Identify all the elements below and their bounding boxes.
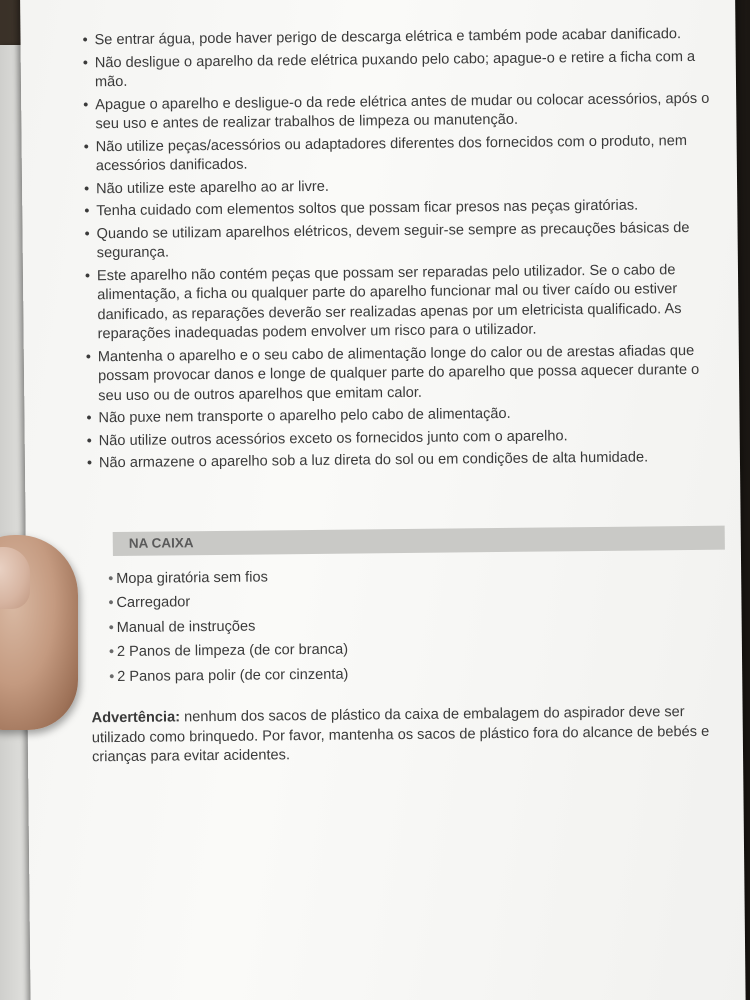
warning-label: Advertência: <box>91 709 181 727</box>
safety-bullet: • Não utilize este aparelho ao ar livre. <box>84 173 724 199</box>
warning-paragraph <box>92 703 729 768</box>
safety-bullet: • Não utilize peças/acessórios ou adaptadores diferentes dos fornecidos com o produto, nem acessórios danificados. <box>84 131 724 177</box>
safety-bullet: • Não utilize outros acessórios exceto os fornecidos junto com o aparelho. <box>87 425 727 451</box>
page-content <box>82 25 730 783</box>
safety-bullet: • Não armazene o aparelho sob a luz direta do sol ou em condições de alta humidade. <box>87 448 727 474</box>
safety-bullet: • Não desligue o aparelho da rede elétrica puxando pelo cabo; apague-o e retire a ficha com a mão. <box>83 47 723 93</box>
in-the-box-list <box>108 563 729 687</box>
safety-bullet: • Mantenha o aparelho e o seu cabo de alimentação longe do calor ou de arestas afiadas que possam provocar danos e longe de qualquer parte do aparelho que possa aquecer durante o seu uso ou de outros aparelhos que emitam calor. <box>86 341 727 406</box>
in-the-box-heading: NA CAIXA <box>113 525 725 555</box>
box-item: • Manual de instruções <box>109 612 729 638</box>
box-item: • 2 Panos para polir (de cor cinzenta) <box>109 661 729 687</box>
holding-thumb <box>0 535 78 730</box>
safety-instructions-list <box>82 25 727 474</box>
safety-bullet: • Tenha cuidado com elementos soltos que possam ficar presos nas peças giratórias. <box>84 196 724 222</box>
safety-bullet: • Este aparelho não contém peças que possam ser reparadas pelo utilizador. Se o cabo de alimentação, a ficha ou qualquer parte do aparelho funcionar mal ou tiver caído ou estiver danificado, as reparações deverão ser realizadas apenas por um eletricista qualificado. As reparações inadequadas podem envolver um risco para o utilizador. <box>85 260 726 345</box>
safety-bullet: • Quando se utilizam aparelhos elétricos, devem seguir-se sempre as precauções básicas de segurança. <box>84 218 724 264</box>
box-item: • Carregador <box>108 588 728 614</box>
thumbnail-nail <box>0 547 30 609</box>
safety-bullet: • Não puxe nem transporte o aparelho pelo cabo de alimentação. <box>86 403 726 429</box>
warning-text: nenhum dos sacos de plástico da caixa de embalagem do aspirador deve ser utilizado como brinquedo. Por favor, mantenha os sacos de plástico fora do alcance de bebés e crianças para evitar acidentes. <box>91 704 710 766</box>
box-item: • 2 Panos de limpeza (de cor branca) <box>109 637 729 663</box>
safety-bullet: • Se entrar água, pode haver perigo de descarga elétrica e também pode acabar danificado. <box>82 25 722 51</box>
manual-page <box>20 0 746 1000</box>
box-item: • Mopa giratória sem fios <box>108 563 728 589</box>
safety-bullet: • Apague o aparelho e desligue-o da rede elétrica antes de mudar ou colocar acessórios, após o seu uso e antes de realizar trabalhos de limpeza ou manutenção. <box>83 89 723 135</box>
